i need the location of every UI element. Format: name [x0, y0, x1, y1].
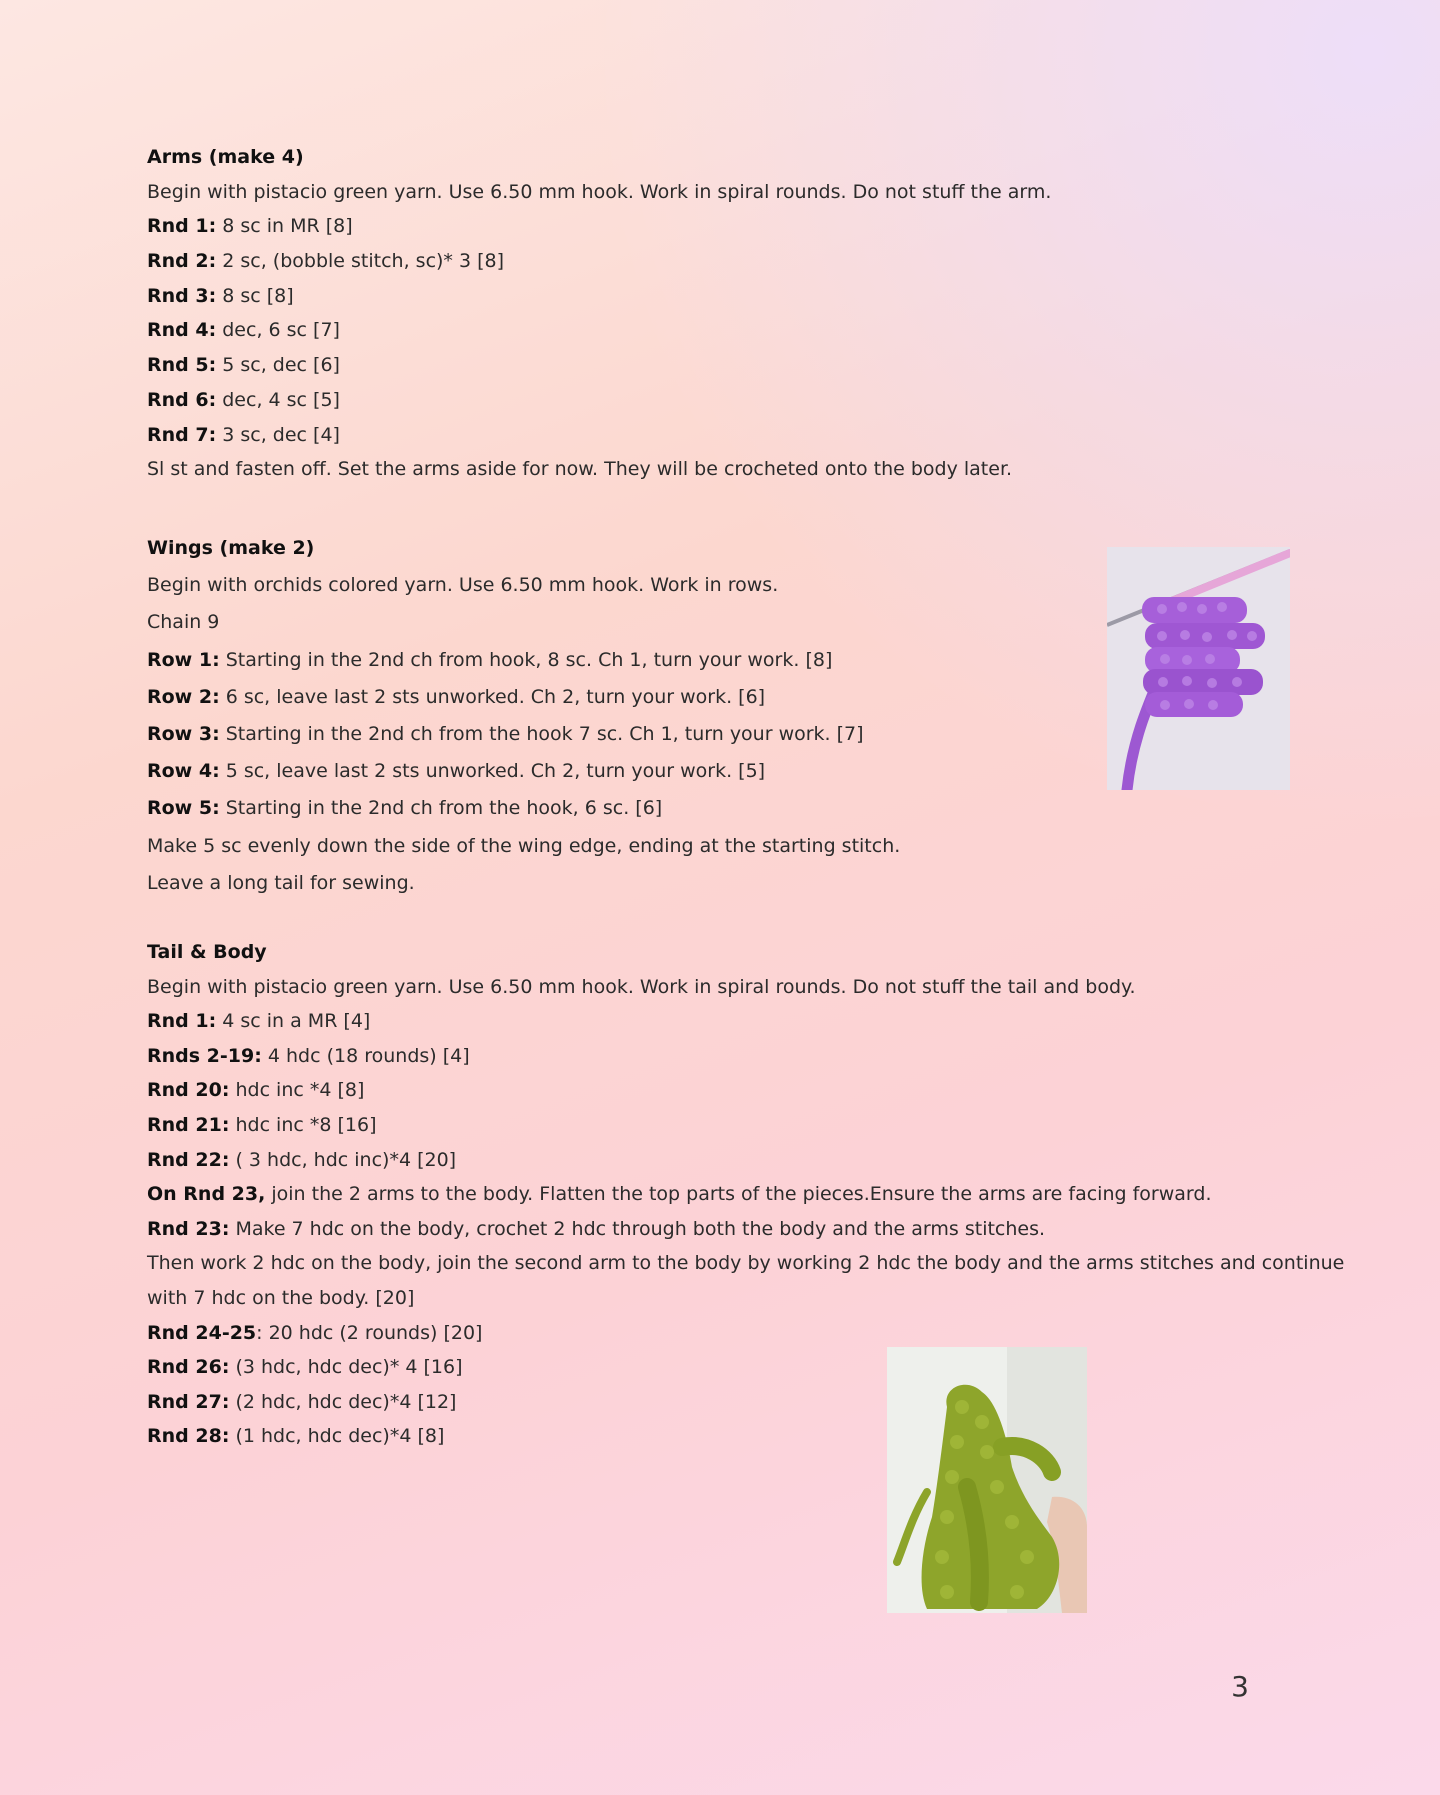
round-text: Sl st and fasten off. Set the arms aside for now. They will be crocheted onto the body later.: [147, 458, 1013, 481]
round-label: Rnd 23:: [147, 1217, 230, 1240]
tail-line: [147, 1350, 1344, 1385]
wings-line: [147, 865, 900, 902]
wing-photo: [1107, 547, 1290, 790]
tail-line: [147, 1246, 1344, 1281]
round-text: (3 hdc, hdc dec)* 4 [16]: [229, 1356, 463, 1379]
arms-section: [147, 140, 1051, 487]
arms-line: [147, 209, 1051, 244]
arms-line: [147, 452, 1051, 487]
wings-line: [147, 828, 900, 865]
tail-body-title: Tail & Body: [147, 941, 267, 963]
round-text: : 20 hdc (2 rounds) [20]: [256, 1321, 483, 1344]
row-label: Row 1:: [147, 648, 220, 671]
tail-line: [147, 1316, 1344, 1351]
arms-line: [147, 418, 1051, 453]
tail-line: [147, 1385, 1344, 1420]
row-text: Starting in the 2nd ch from the hook, 6 sc. [6]: [219, 797, 663, 820]
row-label: Row 3:: [147, 722, 220, 745]
row-text: Starting in the 2nd ch from the hook 7 sc. Ch 1, turn your work. [7]: [219, 722, 864, 745]
arms-line: [147, 175, 1051, 210]
round-text: 8 sc [8]: [216, 284, 294, 307]
round-label: Rnd 28:: [147, 1425, 230, 1448]
round-label: Rnd 3:: [147, 284, 217, 307]
round-label: On Rnd 23,: [147, 1183, 266, 1206]
round-text: (2 hdc, hdc dec)*4 [12]: [229, 1390, 457, 1413]
round-label: Rnd 21:: [147, 1113, 230, 1136]
round-text: hdc inc *8 [16]: [229, 1113, 377, 1136]
tail-line: [147, 1004, 1344, 1039]
row-label: Row 5:: [147, 797, 220, 820]
wings-line: [147, 642, 900, 679]
tail-line: [147, 970, 1344, 1005]
round-text: 3 sc, dec [4]: [216, 423, 340, 446]
round-label: Rnd 26:: [147, 1356, 230, 1379]
arms-line: [147, 383, 1051, 418]
round-label: Rnd 4:: [147, 319, 217, 342]
row-text: Begin with orchids colored yarn. Use 6.50 mm hook. Work in rows.: [147, 574, 779, 597]
round-label: Rnds 2-19:: [147, 1044, 262, 1067]
round-text: Begin with pistacio green yarn. Use 6.50 mm hook. Work in spiral rounds. Do not stuff the arm.: [147, 180, 1052, 203]
row-label: Row 2:: [147, 685, 220, 708]
wings-line: [147, 790, 900, 827]
round-label: Rnd 2:: [147, 250, 217, 273]
round-label: Rnd 5:: [147, 354, 217, 377]
page-number: 3: [1231, 1670, 1249, 1703]
tail-line: [147, 1212, 1344, 1247]
round-text: hdc inc *4 [8]: [229, 1079, 365, 1102]
row-text: Chain 9: [147, 611, 220, 634]
round-label: Rnd 22:: [147, 1148, 230, 1171]
wings-section: [147, 530, 900, 902]
round-text: 4 sc in a MR [4]: [216, 1010, 371, 1033]
tail-line: [147, 1073, 1344, 1108]
row-text: Starting in the 2nd ch from hook, 8 sc. Ch 1, turn your work. [8]: [219, 648, 833, 671]
round-label: Rnd 6:: [147, 388, 217, 411]
arms-line: [147, 279, 1051, 314]
round-text: Begin with pistacio green yarn. Use 6.50 mm hook. Work in spiral rounds. Do not stuff the tail and body.: [147, 975, 1136, 998]
wings-line: [147, 679, 900, 716]
row-label: Row 4:: [147, 760, 220, 783]
arms-line: [147, 244, 1051, 279]
wings-line: [147, 604, 900, 641]
wings-line: [147, 716, 900, 753]
round-text: Then work 2 hdc on the body, join the second arm to the body by working 2 hdc the body and the arms stitches and continue: [147, 1252, 1345, 1275]
round-text: (1 hdc, hdc dec)*4 [8]: [229, 1425, 445, 1448]
round-label: Rnd 7:: [147, 423, 217, 446]
round-text: 4 hdc (18 rounds) [4]: [261, 1044, 470, 1067]
wings-line: [147, 567, 900, 604]
arms-line: [147, 348, 1051, 383]
round-text: Make 7 hdc on the body, crochet 2 hdc through both the body and the arms stitches.: [229, 1217, 1046, 1240]
arms-line: [147, 313, 1051, 348]
round-text: dec, 6 sc [7]: [216, 319, 340, 342]
tail-line: [147, 1143, 1344, 1178]
round-label: Rnd 27:: [147, 1390, 230, 1413]
arms-title: Arms (make 4): [147, 146, 304, 168]
wings-line: [147, 753, 900, 790]
round-label: Rnd 24-25: [147, 1321, 257, 1344]
row-text: Leave a long tail for sewing.: [147, 871, 415, 894]
body-photo: [887, 1347, 1087, 1613]
round-text: 5 sc, dec [6]: [216, 354, 340, 377]
round-text: ( 3 hdc, hdc inc)*4 [20]: [229, 1148, 457, 1171]
tail-line: [147, 1177, 1344, 1212]
round-text: 8 sc in MR [8]: [216, 215, 353, 238]
row-text: 6 sc, leave last 2 sts unworked. Ch 2, turn your work. [6]: [219, 685, 766, 708]
wing-photo-illustration: [1107, 547, 1290, 790]
tail-line: [147, 1281, 1344, 1316]
row-text: 5 sc, leave last 2 sts unworked. Ch 2, turn your work. [5]: [219, 760, 766, 783]
tail-line: [147, 1419, 1344, 1454]
round-text: with 7 hdc on the body. [20]: [147, 1286, 415, 1309]
round-text: 2 sc, (bobble stitch, sc)* 3 [8]: [216, 250, 505, 273]
round-text: join the 2 arms to the body. Flatten the top parts of the pieces.Ensure the arms are facing forward.: [265, 1183, 1212, 1206]
tail-line: [147, 1039, 1344, 1074]
tail-line: [147, 1108, 1344, 1143]
wings-title: Wings (make 2): [147, 537, 315, 559]
round-label: Rnd 20:: [147, 1079, 230, 1102]
row-text: Make 5 sc evenly down the side of the wing edge, ending at the starting stitch.: [147, 834, 901, 857]
tail-body-section: [147, 935, 1344, 1454]
round-label: Rnd 1:: [147, 215, 217, 238]
round-label: Rnd 1:: [147, 1010, 217, 1033]
round-text: dec, 4 sc [5]: [216, 388, 340, 411]
body-photo-illustration: [887, 1347, 1087, 1613]
